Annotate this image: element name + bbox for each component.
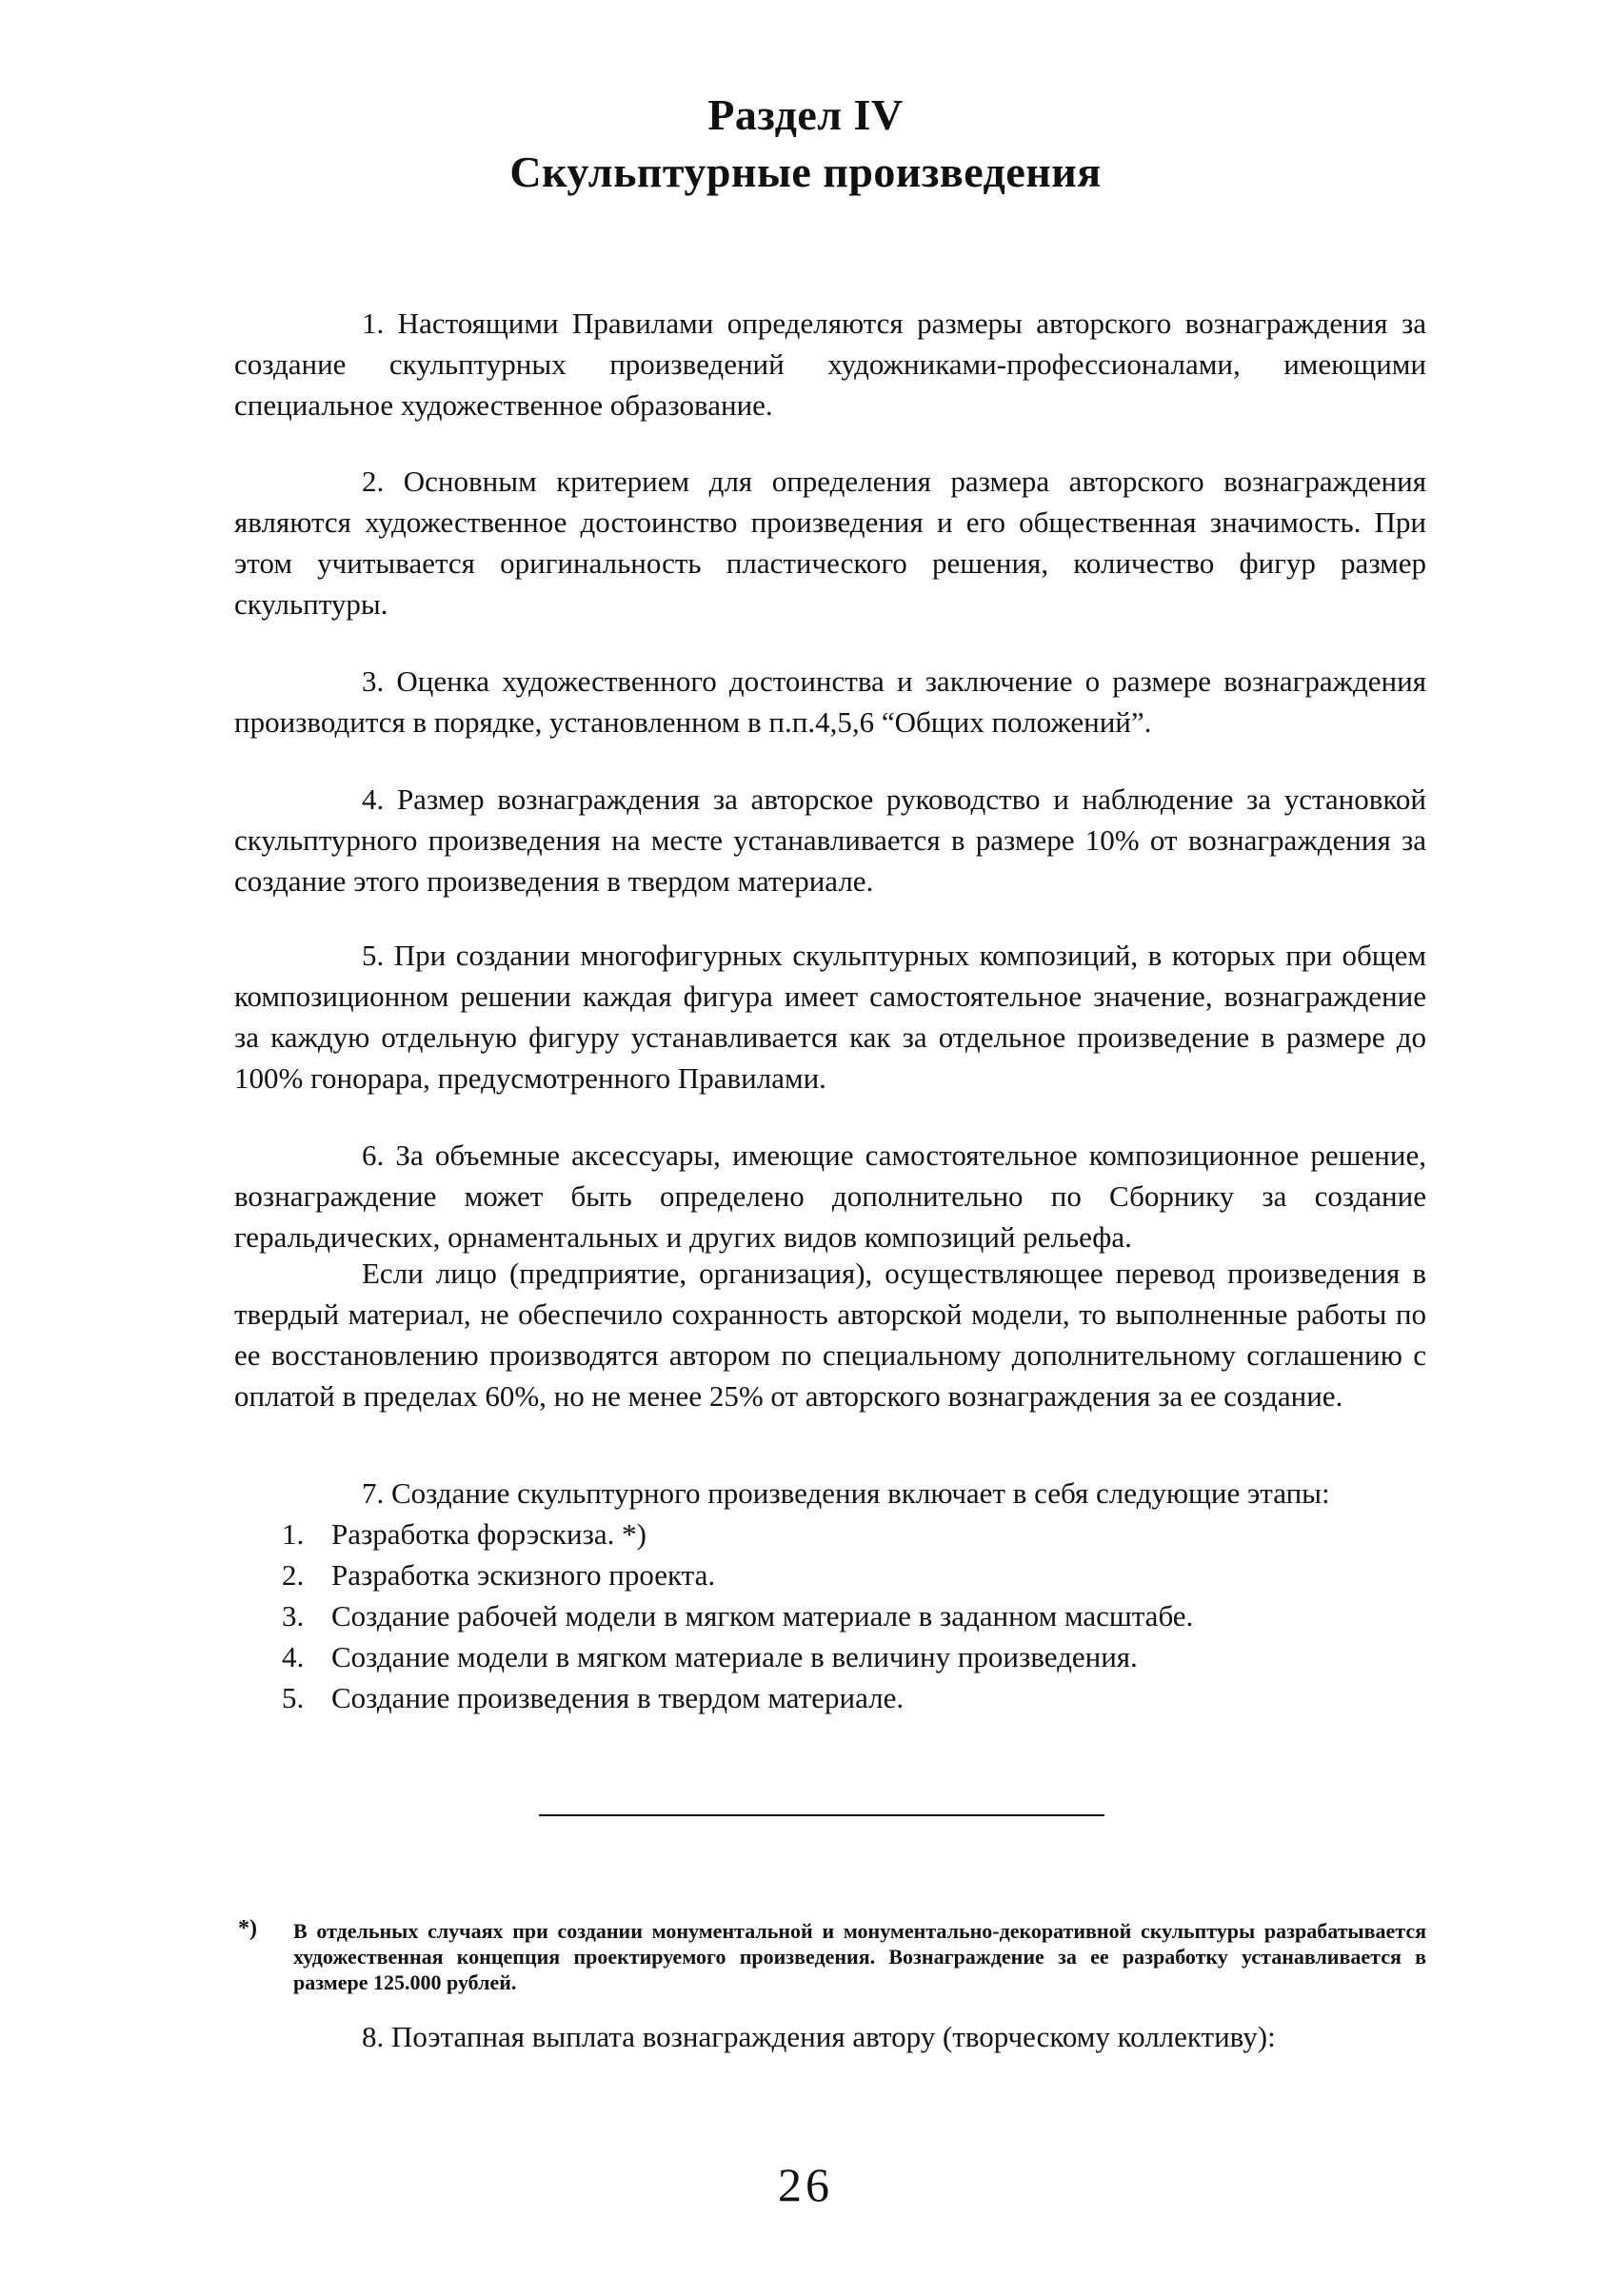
stages-list bbox=[282, 1514, 1424, 1718]
footnote bbox=[238, 1918, 1426, 1995]
footnote-text: В отдельных случаях при создании монументальной и монументально-декоративной скульптуры разрабатывается художественная концепция проектируемого произведения. Вознаграждение за ее разработку устанавливается в размере 125.000 рублей. bbox=[293, 1919, 1426, 1994]
list-item-number: 1. bbox=[282, 1517, 305, 1551]
list-item-text: Разработка эскизного проекта. bbox=[331, 1558, 716, 1592]
paragraph-1: 1. Настоящими Правилами определяются размеры авторского вознаграждения за создание скульптурных произведений художниками-профессионалами, имеющими специальное художественное образование. bbox=[234, 307, 1426, 422]
list-item bbox=[282, 1554, 1424, 1595]
list-item bbox=[282, 1677, 1424, 1718]
list-item-number: 4. bbox=[282, 1640, 305, 1673]
paragraph-3: 3. Оценка художественного достоинства и заключение о размере вознаграждения производится в порядке, установленном в п.п.4,5,6 “Общих положений”. bbox=[234, 664, 1426, 739]
footnote-mark: *) bbox=[238, 1916, 257, 1941]
paragraph-4: 4. Размер вознаграждения за авторское руководство и наблюдение за установкой скульптурного произведения на месте устанавливается в размере 10% от вознаграждения за создание этого произведения в твердом материале. bbox=[234, 782, 1426, 898]
paragraph-2: 2. Основным критерием для определения размера авторского вознаграждения являются художественное достоинство произведения и его общественная значимость. При этом учитывается оригинальность пластического решения, количество фигур размер скульптуры. bbox=[234, 465, 1426, 621]
paragraph-7: 7. Создание скульптурного произведения включает в себя следующие этапы: bbox=[362, 1476, 1330, 1510]
section-title: Скульптурные произведения bbox=[509, 148, 1102, 196]
list-item-text: Создание модели в мягком материале в величину произведения. bbox=[331, 1640, 1138, 1673]
paragraph-5: 5. При создании многофигурных скульптурных композиций, в которых при общем композиционном решении каждая фигура имеет самостоятельное значение, вознаграждение за каждую отдельную фигуру устанавливается как за отдельное произведение в размере до 100% гонорара, предусмотренного Правилами. bbox=[234, 939, 1426, 1095]
paragraph-6: 6. За объемные аксессуары, имеющие самостоятельное композиционное решение, вознаграждение может быть определено дополнительно по Сборнику за создание геральдических, орнаментальных и других видов композиций рельефа. bbox=[234, 1138, 1426, 1254]
list-item-number: 2. bbox=[282, 1558, 305, 1592]
paragraph-8: 8. Поэтапная выплата вознаграждения автору (творческому коллективу): bbox=[362, 2020, 1276, 2053]
list-item-text: Создание произведения в твердом материале. bbox=[331, 1681, 905, 1714]
section-label: Раздел IV bbox=[707, 90, 904, 139]
list-item-text: Создание рабочей модели в мягком материале в заданном масштабе. bbox=[331, 1599, 1194, 1633]
list-item-text: Разработка форэскиза. *) bbox=[331, 1517, 646, 1551]
list-item-number: 3. bbox=[282, 1599, 305, 1633]
list-item bbox=[282, 1595, 1424, 1636]
footnote-divider bbox=[539, 1814, 1104, 1816]
list-item bbox=[282, 1514, 1424, 1554]
page-number: 26 bbox=[778, 2158, 833, 2211]
paragraph-6-continued: Если лицо (предприятие, организация), осуществляющее перевод произведения в твердый материал, не обеспечило сохранность авторской модели, то выполненные работы по ее восстановлению производятся автором по специальному дополнительному соглашению с оплатой в пределах 60%, но не менее 25% от авторского вознаграждения за ее создание. bbox=[234, 1257, 1426, 1413]
list-item bbox=[282, 1636, 1424, 1677]
list-item-number: 5. bbox=[282, 1681, 305, 1714]
